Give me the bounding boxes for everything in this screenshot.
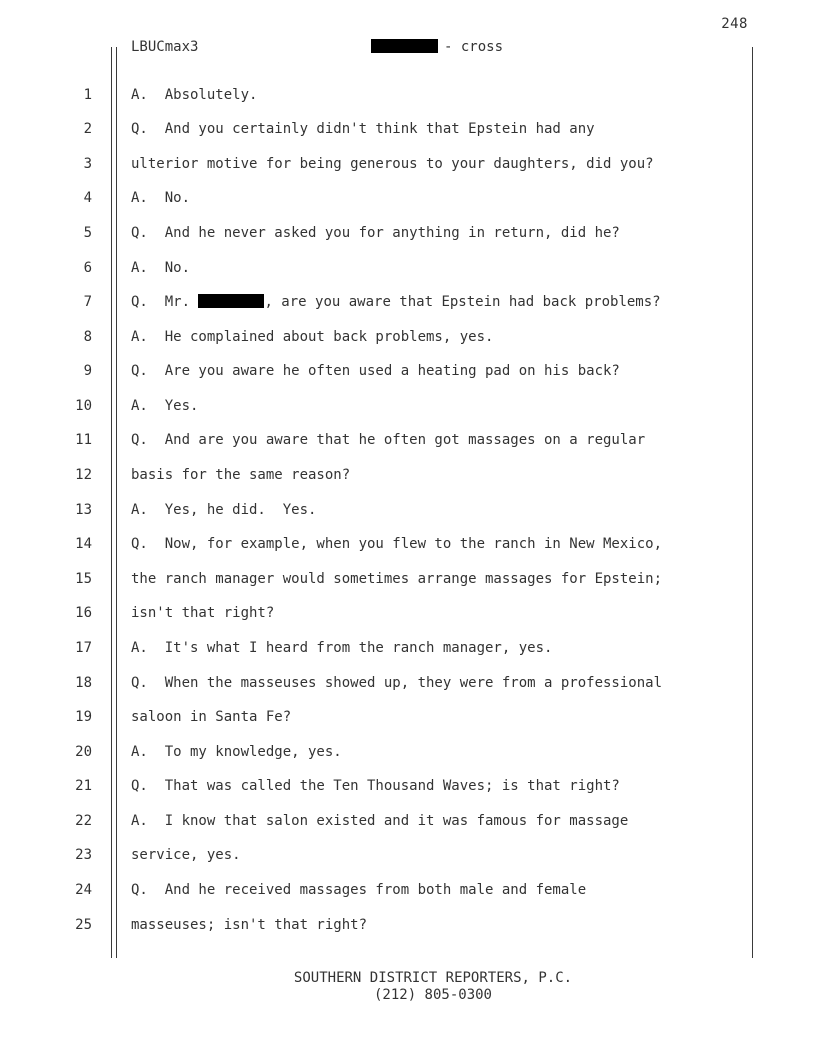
line-text: saloon in Santa Fe? xyxy=(131,709,292,725)
line-text: Q. And he received massages from both male and female xyxy=(131,882,587,898)
line-number: 7 xyxy=(83,294,92,310)
line-text: A. No. xyxy=(131,190,191,206)
line-number: 13 xyxy=(75,502,92,518)
line-text: A. Yes. xyxy=(131,398,199,414)
page-number: 248 xyxy=(721,16,748,32)
line-number: 2 xyxy=(83,121,92,137)
line-text: masseuses; isn't that right? xyxy=(131,917,368,933)
line-number: 24 xyxy=(75,882,92,898)
line-number: 19 xyxy=(75,709,92,725)
line-number: 25 xyxy=(75,917,92,933)
line-text: A. No. xyxy=(131,260,191,276)
line-text: Q. And he never asked you for anything in return, did he? xyxy=(131,225,620,241)
line-number: 9 xyxy=(83,363,92,379)
line-text: A. To my knowledge, yes. xyxy=(131,744,342,760)
line-text xyxy=(131,294,661,310)
line-text-suffix: , are you aware that Epstein had back problems? xyxy=(264,294,661,310)
line-number: 20 xyxy=(75,744,92,760)
redaction-bar xyxy=(198,294,264,308)
line-text: A. Yes, he did. Yes. xyxy=(131,502,317,518)
line-number: 22 xyxy=(75,813,92,829)
line-text: Q. And you certainly didn't think that Epstein had any xyxy=(131,121,595,137)
line-number: 4 xyxy=(83,190,92,206)
line-number: 6 xyxy=(83,260,92,276)
line-number: 8 xyxy=(83,329,92,345)
line-text: basis for the same reason? xyxy=(131,467,351,483)
line-text: Q. Now, for example, when you flew to the ranch in New Mexico, xyxy=(131,536,663,552)
line-text: the ranch manager would sometimes arrange massages for Epstein; xyxy=(131,571,663,587)
line-number: 1 xyxy=(83,87,92,103)
header-witness xyxy=(371,39,503,55)
line-number: 16 xyxy=(75,605,92,621)
line-text: ulterior motive for being generous to your daughters, did you? xyxy=(131,156,654,172)
line-text: service, yes. xyxy=(131,847,241,863)
line-text: Q. When the masseuses showed up, they were from a professional xyxy=(131,675,663,691)
line-text: Q. Are you aware he often used a heating pad on his back? xyxy=(131,363,620,379)
line-text: A. He complained about back problems, yes. xyxy=(131,329,494,345)
line-number: 18 xyxy=(75,675,92,691)
line-number: 21 xyxy=(75,778,92,794)
margin-rule-left xyxy=(111,47,112,958)
line-text: A. I know that salon existed and it was famous for massage xyxy=(131,813,629,829)
line-number: 14 xyxy=(75,536,92,552)
line-number: 3 xyxy=(83,156,92,172)
footer-phone: (212) 805-0300 xyxy=(373,987,492,1003)
line-number: 17 xyxy=(75,640,92,656)
line-text: A. It's what I heard from the ranch manager, yes. xyxy=(131,640,553,656)
header-exam-type: - cross xyxy=(444,39,504,55)
line-number: 5 xyxy=(83,225,92,241)
line-text: A. Absolutely. xyxy=(131,87,258,103)
line-text: Q. And are you aware that he often got massages on a regular xyxy=(131,432,646,448)
line-text-prefix: Q. Mr. xyxy=(131,294,199,310)
redaction-bar xyxy=(371,39,438,53)
header-case-code: LBUCmax3 xyxy=(131,39,199,55)
margin-rule-left-inner xyxy=(116,47,117,958)
margin-rule-right xyxy=(752,47,753,958)
line-number: 23 xyxy=(75,847,92,863)
page-footer xyxy=(0,970,816,1004)
line-number: 11 xyxy=(75,432,92,448)
line-number: 10 xyxy=(75,398,92,414)
line-text: Q. That was called the Ten Thousand Waves; is that right? xyxy=(131,778,620,794)
footer-company: SOUTHERN DISTRICT REPORTERS, P.C. xyxy=(293,970,573,986)
line-number: 15 xyxy=(75,571,92,587)
line-text: isn't that right? xyxy=(131,605,275,621)
line-number: 12 xyxy=(75,467,92,483)
